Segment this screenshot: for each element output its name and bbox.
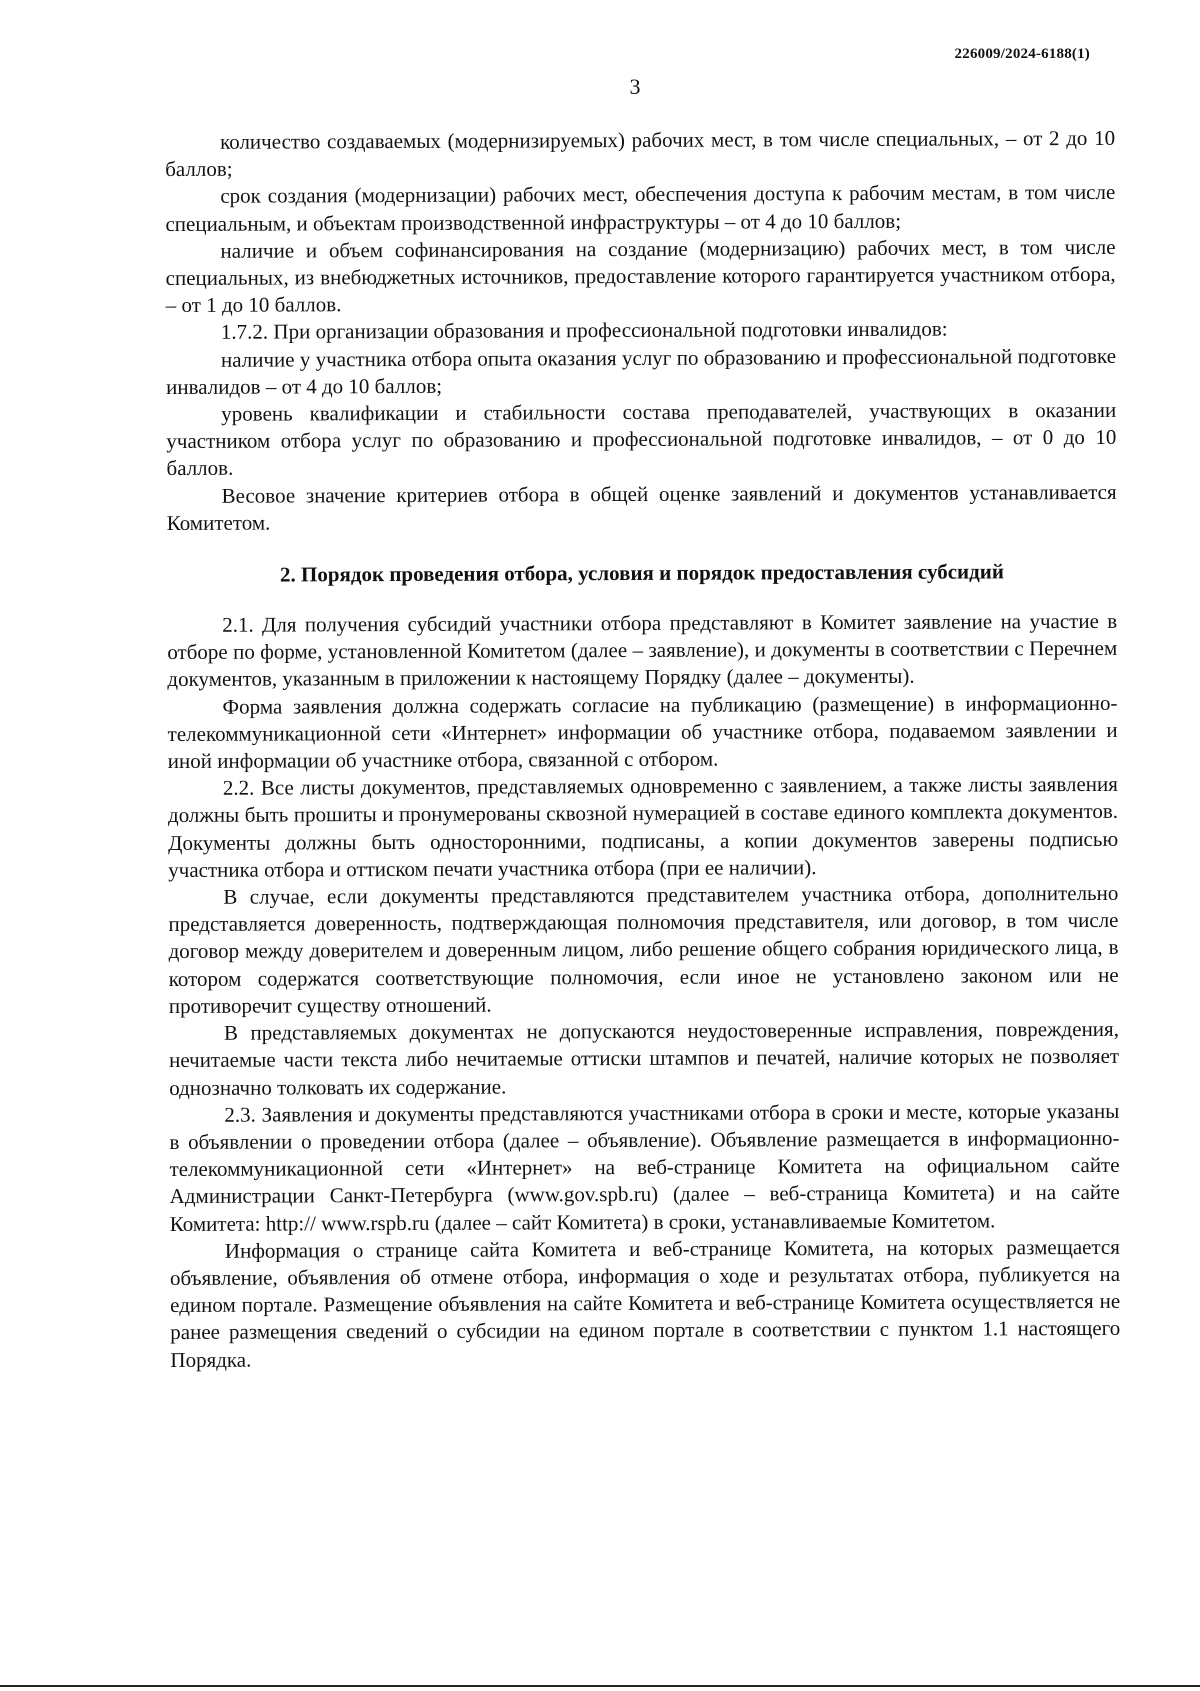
document-body: [165, 125, 1120, 1374]
paragraph-application-form: Форма заявления должна содержать согласие на публикацию (размещение) в информационно-телекоммуникационной сети «Интернет» информации об участнике отбора, подаваемом заявлении и иной информации об участнике отбора, связанной с отбором.: [167, 690, 1118, 774]
paragraph-cofinancing: наличие и объем софинансирования на создание (модернизацию) рабочих мест, в том числе специальных, из внебюджетных источников, предоставление которого гарантируется участником отбора, – от 1 до 10 баллов.: [165, 234, 1116, 318]
section-title: 2. Порядок проведения отбора, условия и порядок предоставления субсидий: [279, 559, 1004, 587]
paragraph-1-7-2: 1.7.2. При организации образования и профессиональной подготовки инвалидов:: [220, 317, 948, 345]
document-number: 226009/2024-6188(1): [954, 46, 1090, 62]
paragraph-workplaces-count: количество создаваемых (модернизируемых) рабочих мест, в том числе специальных, – от 2 до 10 баллов;: [165, 125, 1116, 182]
paragraph-2-3: 2.3. Заявления и документы представляются участниками отбора в сроки и месте, которые указаны в объявлении о проведении отбора (далее – объявление). Объявление размещается в информационно-телекоммуникационной сети «Интернет» на веб-странице Комитета на официальном сайте Администрации Санкт-Петербурга (www.gov.spb.ru) (далее – веб-страница Комитета) и на сайте Комитета: http:// www.rspb.ru (далее – сайт Комитета) в сроки, устанавливаемые Комитетом.: [169, 1098, 1120, 1236]
paragraph-representative: В случае, если документы представляются представителем участника отбора, дополнительно представляется доверенность, подтверждающая полномочия представителя, или договор, в том числе договор между доверителем и доверенным лицом, либо решение общего собрания юридического лица, в котором содержатся соответствующие полномочия, если иное не установлено законом или не противоречит существу отношений.: [168, 880, 1119, 1018]
paragraph-weight-criteria: Весовое значение критериев отбора в общей оценке заявлений и документов устанавливается Комитетом.: [166, 479, 1117, 535]
paragraph-teacher-qualification: уровень квалификации и стабильности состава преподавателей, участвующих в оказании участником отбора услуг по образованию и профессиональной подготовке инвалидов, – от 0 до 10 баллов.: [166, 397, 1117, 481]
paragraph-education-experience: наличие у участника отбора опыта оказания услуг по образованию и профессиональной подготовке инвалидов – от 4 до 10 баллов;: [166, 343, 1117, 399]
paragraph-information-portal: Информация о странице сайта Комитета и веб-странице Комитета, на которых размещается объявление, объявления об отмене отбора, информация о ходе и результатах отбора, публикуется на едином портале. Размещение объявления на сайте Комитета и веб-странице Комитета осуществляется не ранее размещения сведений о субсидии на едином портале в соответствии с пунктом 1.1 настоящего Порядка.: [169, 1234, 1121, 1372]
scan-bottom-edge: [0, 1685, 1200, 1687]
page-number: 3: [629, 74, 641, 99]
paragraph-2-2: 2.2. Все листы документов, представляемых одновременно с заявлением, а также листы заявления должны быть прошиты и пронумерованы сквозной нумерацией в составе единого комплекта документов. Документы должны быть односторонними, подписаны, а копии документов заверены подписью участника отбора и оттиском печати участника отбора (при ее наличии).: [167, 772, 1119, 882]
paragraph-2-1: 2.1. Для получения субсидий участники отбора представляют в Комитет заявление на участие в отборе по форме, установленной Комитетом (далее – заявление), и документы в соответствии с Перечнем документов, указанным в приложении к настоящему Порядку (далее – документы).: [167, 608, 1118, 692]
paragraph-corrections: В представляемых документах не допускаются неудостоверенные исправления, повреждения, нечитаемые части текста либо нечитаемые оттиски штампов и печатей, наличие которых не позволяет однозначно толковать их содержание.: [169, 1016, 1120, 1100]
paragraph-workplaces-term: срок создания (модернизации) рабочих мест, обеспечения доступа к рабочим местам, в том числе специальным, и объектам производственной инфраструктуры – от 4 до 10 баллов;: [165, 180, 1116, 236]
